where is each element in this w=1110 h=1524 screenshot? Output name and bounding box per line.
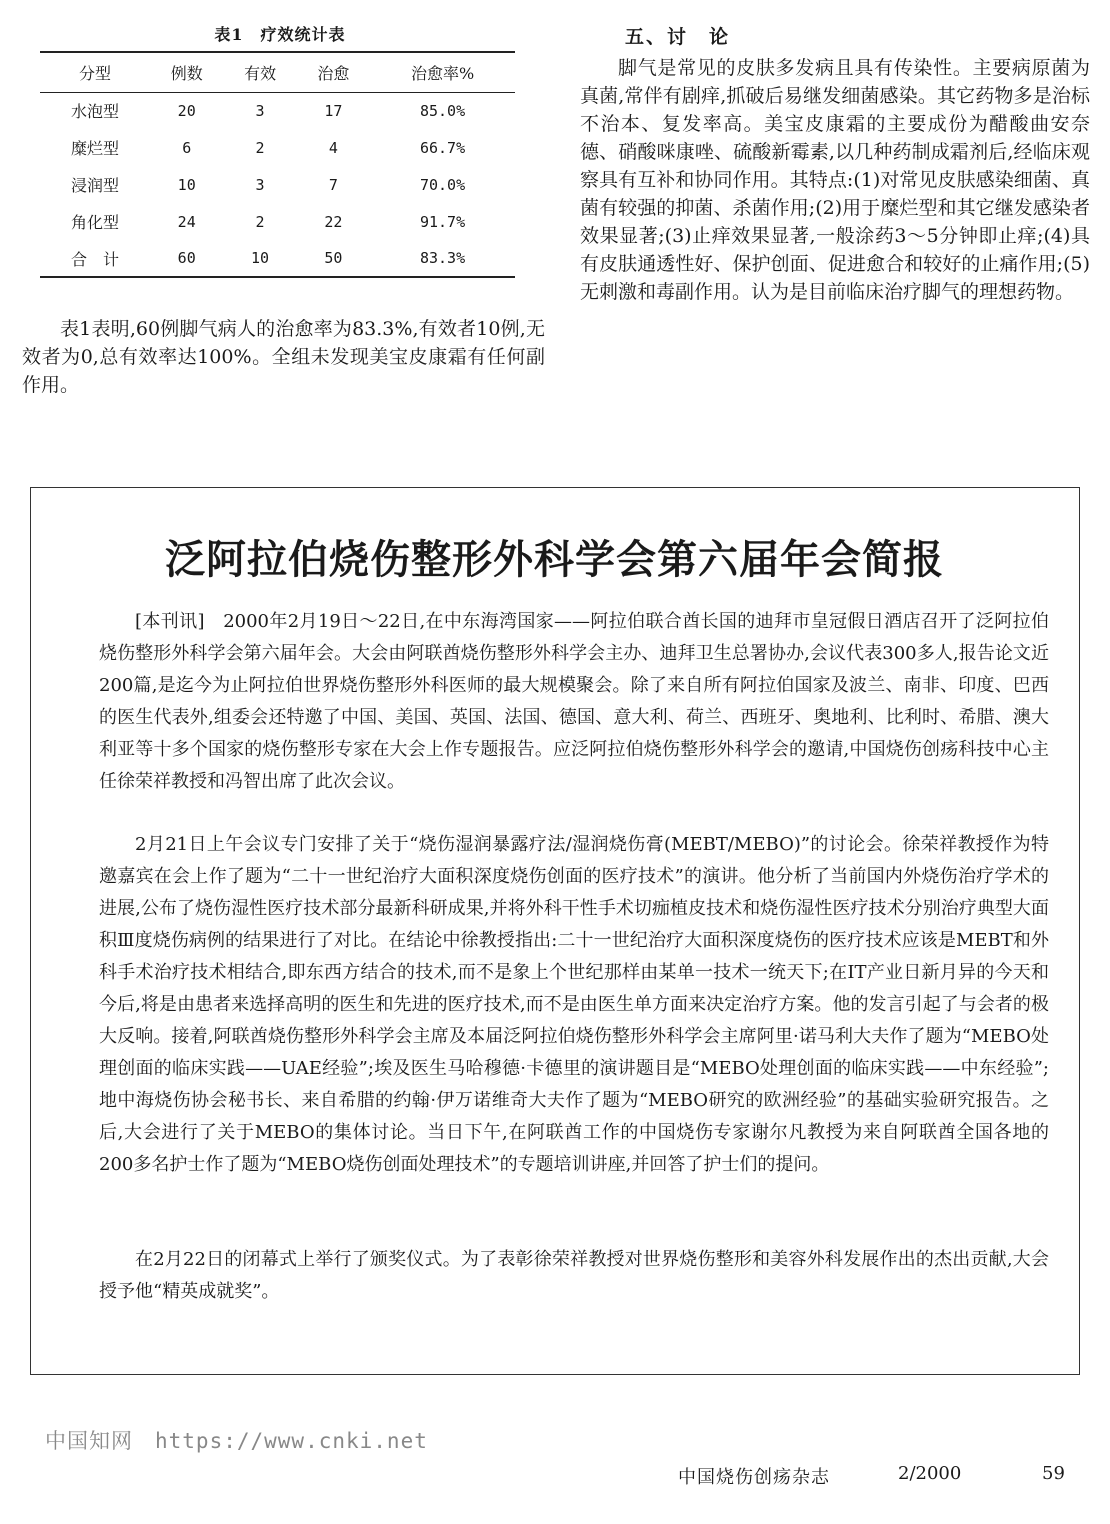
table-cell: 2 xyxy=(255,212,265,231)
table-cell: 浸润型 xyxy=(71,176,120,195)
column-header: 治愈率% xyxy=(370,52,515,92)
table-cell: 85.0% xyxy=(419,101,466,120)
table-total-row xyxy=(40,240,515,277)
table-cell: 4 xyxy=(328,138,338,157)
table-cell: 91.7% xyxy=(419,212,466,231)
table-cell: 水泡型 xyxy=(71,102,120,122)
table-cell: 20 xyxy=(177,101,196,120)
table-row xyxy=(40,203,515,240)
news-paragraph: 2月21日上午会议专门安排了关于“烧伤湿润暴露疗法/湿润烧伤膏(MEBT/MEBO)”的讨论会。徐荣祥教授作为特邀嘉宾在会上作了题为“二十一世纪治疗大面积深度烧伤创面的医疗技术”的演讲。他分析了当前国内外烧伤治疗学术的进展,公布了烧伤湿性医疗技术部分最新科研成果,并将外科干性手术切痂植皮技术和烧伤湿性医疗技术分别治疗典型大面积Ⅲ度烧伤病例的结果进行了对比。在结论中徐教授指出:二十一世纪治疗大面积深度烧伤的医疗技术应该是MEBT和外科手术治疗技术相结合,即东西方结合的技术,而不是象上个世纪那样由某单一技术一统天下;在IT产业日新月异的今天和今后,将是由患者来选择高明的医生和先进的医疗技术,而不是由医生单方面来决定治疗方案。他的发言引起了与会者的极大反响。接着,阿联酋烧伤整形外科学会主席及本届泛阿拉伯烧伤整形外科学会主席阿里·诺马利大夫作了题为“MEBO处理创面的临床实践——UAE经验”;埃及医生马哈穆德·卡德里的演讲题目是“MEBO处理创面的临床实践——中东经验”;地中海烧伤协会秘书长、来自希腊的约翰·伊万诺维奇大夫作了题为“MEBO研究的欧洲经验”的基础实验研究报告。之后,大会进行了关于MEBO的集体讨论。当日下午,在阿联酋工作的中国烧伤专家谢尔凡教授为来自阿联酋全国各地的200多名护士作了题为“MEBO烧伤创面处理技术”的专题培训讲座,并回答了护士们的提问。 xyxy=(99,834,1049,1175)
news-paragraph: [本刊讯] 2000年2月19日～22日,在中东海湾国家——阿拉伯联合酋长国的迪拜市皇冠假日酒店召开了泛阿拉伯烧伤整形外科学会第六届年会。大会由阿联酋烧伤整形外科学会主办、迪拜卫生总署协办,会议代表300多人,报告论文近200篇,是迄今为止阿拉伯世界烧伤整形外科医师的最大规模聚会。除了来自所有阿拉伯国家及波兰、南非、印度、巴西的医生代表外,组委会还特邀了中国、美国、英国、法国、德国、意大利、荷兰、西班牙、奥地利、比利时、希腊、澳大利亚等十多个国家的烧伤整形专家在大会上作专题报告。应泛阿拉伯烧伤整形外科学会的邀请,中国烧伤创疡科技中心主任徐荣祥教授和冯智出席了此次会议。 xyxy=(99,611,1049,792)
column-header: 有效 xyxy=(223,52,296,92)
news-box xyxy=(30,487,1080,1375)
issue-number: 2/2000 xyxy=(898,1463,962,1484)
news-title: 泛阿拉伯烧伤整形外科学会第六届年会简报 xyxy=(165,537,944,583)
table-cell: 24 xyxy=(177,212,196,231)
table-cell: 合 计 xyxy=(40,240,150,277)
table-cell: 17 xyxy=(324,101,343,120)
table-cell: 糜烂型 xyxy=(71,139,120,158)
table-cell: 70.0% xyxy=(419,175,466,194)
column-header: 例数 xyxy=(150,52,223,92)
watermark-text: 中国知网 https://www.cnki.net xyxy=(45,1429,428,1453)
section-heading: 五、讨 论 xyxy=(625,26,731,48)
table-row xyxy=(40,92,515,129)
table-cell: 2 xyxy=(255,138,265,157)
table-caption: 表1 疗效统计表 xyxy=(214,25,346,44)
table-cell: 10 xyxy=(223,240,296,277)
table-note-paragraph: 表1表明,60例脚气病人的治愈率为83.3%,有效者10例,无效者为0,总有效率达100%。全组未发现美宝皮康霜有任何副作用。 xyxy=(22,318,545,396)
table-cell: 50 xyxy=(297,240,370,277)
news-paragraph: 在2月22日的闭幕式上举行了颁奖仪式。为了表彰徐荣祥教授对世界烧伤整形和美容外科发展作出的杰出贡献,大会授予他“精英成就奖”。 xyxy=(99,1249,1049,1302)
table-cell: 3 xyxy=(255,175,265,194)
discussion-paragraph: 脚气是常见的皮肤多发病且具有传染性。主要病原菌为真菌,常伴有剧痒,抓破后易继发细菌感染。其它药物多是治标不治本、复发率高。美宝皮康霜的主要成份为醋酸曲安奈德、硝酸咪康唑、硫酸新霉素,以几种药制成霜剂后,经临床观察具有互补和协同作用。其特点:(1)对常见皮肤感染细菌、真菌有较强的抑菌、杀菌作用;(2)用于糜烂型和其它继发感染者效果显著;(3)止痒效果显著,一般涂药3～5分钟即止痒;(4)具有皮肤通透性好、保护创面、促进愈合和较好的止痛作用;(5)无刺激和毒副作用。认为是目前临床治疗脚气的理想药物。 xyxy=(580,57,1090,303)
table-cell: 22 xyxy=(324,212,343,231)
table-cell: 60 xyxy=(150,240,223,277)
table-cell: 83.3% xyxy=(370,240,515,277)
table-row xyxy=(40,166,515,203)
column-header: 分型 xyxy=(40,52,150,92)
table-cell: 角化型 xyxy=(71,213,120,232)
table-cell: 10 xyxy=(177,175,196,194)
journal-name: 中国烧伤创疡杂志 xyxy=(678,1467,830,1488)
table-header-row xyxy=(40,52,515,92)
table-cell: 3 xyxy=(255,101,265,120)
table-cell: 6 xyxy=(182,138,192,157)
table-row xyxy=(40,129,515,166)
table-cell: 66.7% xyxy=(419,138,466,157)
page-number: 59 xyxy=(1042,1463,1065,1484)
table-cell: 7 xyxy=(328,175,338,194)
column-header: 治愈 xyxy=(297,52,370,92)
efficacy-table xyxy=(40,51,515,278)
